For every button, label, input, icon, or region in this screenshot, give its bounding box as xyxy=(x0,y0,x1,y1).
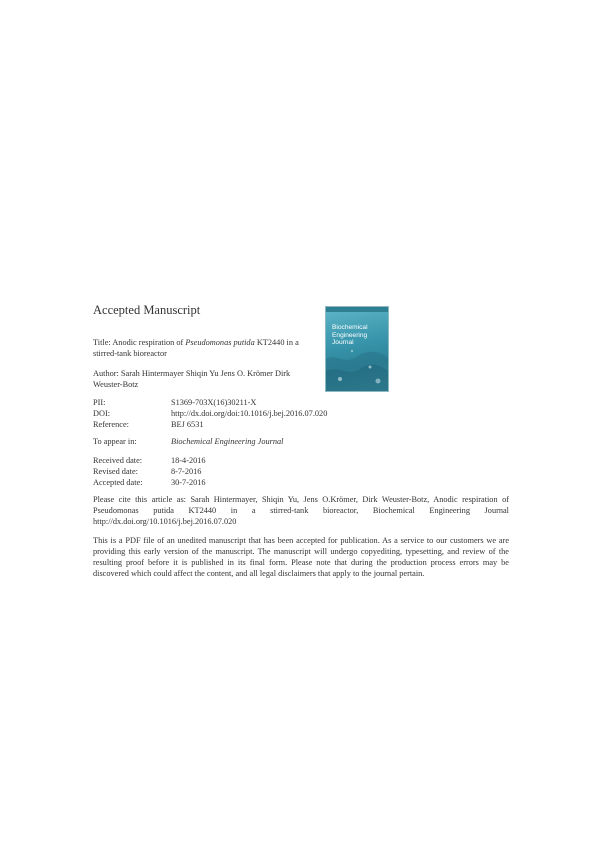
title-text-start: Anodic respiration of xyxy=(112,338,184,347)
cover-water-illustration xyxy=(326,307,388,391)
appear-label: To appear in: xyxy=(93,437,137,446)
author-names: Sarah Hintermayer Shiqin Yu Jens O. Krömer Dirk Weuster-Botz xyxy=(93,369,291,389)
received-date-row xyxy=(93,455,423,466)
title-label: Title: xyxy=(93,338,111,347)
manuscript-authors xyxy=(93,368,321,390)
title-text-end: KT2440 in a stirred-tank bioreactor xyxy=(93,338,299,358)
doi-label: DOI: xyxy=(93,409,111,418)
received-date-value: 18-4-2016 xyxy=(171,456,206,465)
doi-row xyxy=(93,408,423,419)
disclaimer-paragraph: This is a PDF file of an unedited manuscript that has been accepted for publication. As a service to our customers we are providing this early version of the manuscript. The manuscript will undergo copyediting, typesetting, and review of the resulting proof before it is published in its final form. Please note that during the production process errors may be discovered which could affect the content, and all legal disclaimers that apply to the journal pertain. xyxy=(93,536,509,578)
revised-date-value: 8-7-2016 xyxy=(171,467,202,476)
accepted-date-row xyxy=(93,477,423,488)
doi-link[interactable]: http://dx.doi.org/doi:10.1016/j.bej.2016.07.020 xyxy=(171,409,328,418)
manuscript-title xyxy=(93,337,321,359)
page-title: Accepted Manuscript xyxy=(93,303,201,317)
received-date-label: Received date: xyxy=(93,456,143,465)
appear-row xyxy=(93,436,423,447)
pii-value: S1369-703X(16)30211-X xyxy=(171,398,257,407)
reference-label: Reference: xyxy=(93,420,129,429)
journal-name: Biochemical Engineering Journal xyxy=(171,437,284,446)
title-species: Pseudomonas putida xyxy=(185,338,255,347)
pii-row xyxy=(93,397,423,408)
journal-cover-image xyxy=(325,306,389,392)
cover-journal-title: Biochemical Engineering Journal xyxy=(332,324,368,346)
reference-value: BEJ 6531 xyxy=(171,420,204,429)
revised-date-label: Revised date: xyxy=(93,467,138,476)
pii-label: PII: xyxy=(93,398,106,407)
accepted-date-label: Accepted date: xyxy=(93,478,143,487)
author-label: Author: xyxy=(93,369,119,378)
revised-date-row xyxy=(93,466,423,477)
reference-row xyxy=(93,419,423,430)
citation-paragraph: Please cite this article as: Sarah Hintermayer, Shiqin Yu, Jens O.Krömer, Dirk Weuster-Botz, Anodic respiration of Pseudomonas putida KT2440 in a stirred-tank bioreactor, Biochemical Engineering Journal http://dx.doi.org/10.1016/j.bej.2016.07.020 xyxy=(93,495,509,526)
accepted-date-value: 30-7-2016 xyxy=(171,478,206,487)
